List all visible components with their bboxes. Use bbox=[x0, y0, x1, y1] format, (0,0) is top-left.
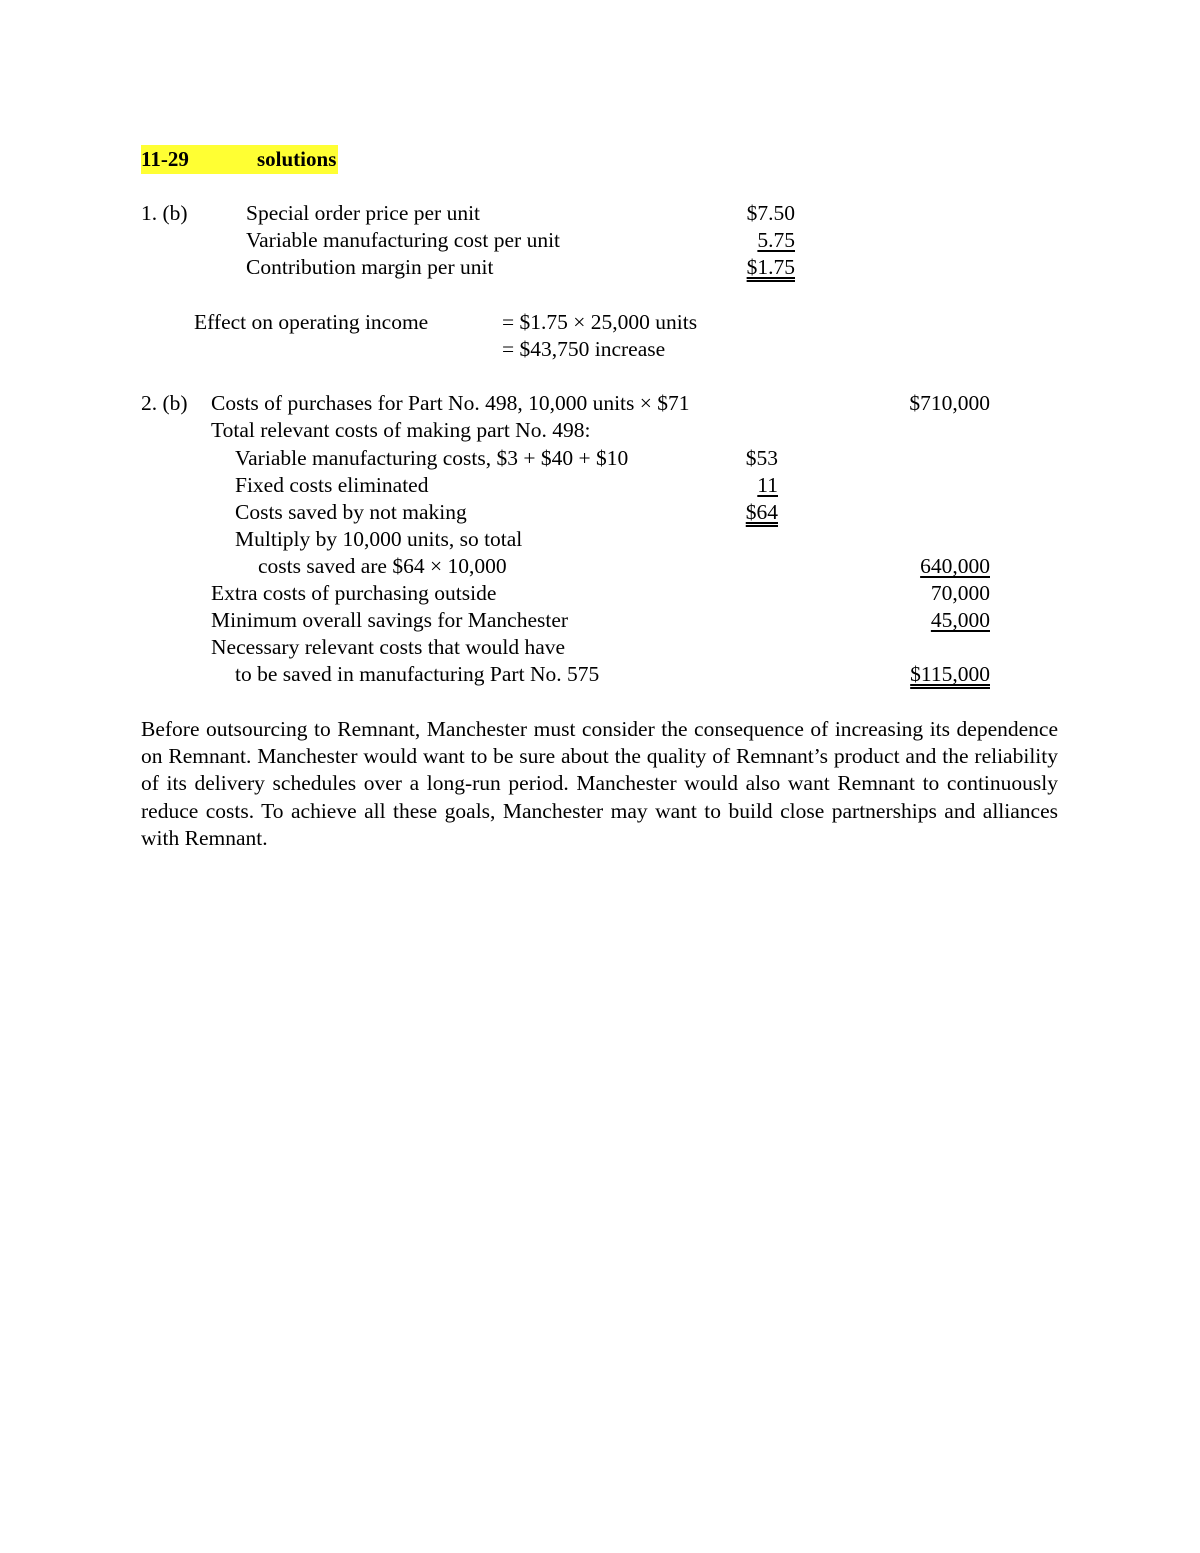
outsourcing-paragraph: Before outsourcing to Remnant, Manchester must consider the consequence of increasing its dependence on Remnant. Manchester would want to be sure about the quality of Remnant’s product and the reliability of its delivery schedules over a long-run period. Manchester would also want Remnant to continuously reduce costs. To achieve all these goals, Manchester may want to build close partnerships and alliances with Remnant. bbox=[141, 717, 1058, 850]
extra-costs-label: Extra costs of purchasing outside bbox=[211, 581, 497, 605]
problem-number: 11-29 bbox=[141, 145, 205, 174]
minimum-savings-number: 45,000 bbox=[930, 608, 990, 632]
variable-manufacturing-value: $53 bbox=[745, 446, 778, 470]
contribution-margin-number: $1.75 bbox=[746, 255, 795, 279]
heading-highlight-spacer bbox=[205, 145, 257, 174]
variable-manufacturing-label: Variable manufacturing costs, $3 + $40 + $10 bbox=[235, 446, 629, 470]
costs-saved-number: $64 bbox=[745, 500, 778, 524]
relevant-costs-heading: Total relevant costs of making part No. 498: bbox=[211, 418, 591, 442]
minimum-savings-value bbox=[880, 607, 990, 634]
extra-costs-value: 70,000 bbox=[930, 581, 990, 605]
purchase-cost-label: Costs of purchases for Part No. 498, 10,000 units × $71 bbox=[211, 391, 690, 415]
multiply-value bbox=[880, 553, 990, 580]
multiply-line-1: Multiply by 10,000 units, so total bbox=[235, 527, 523, 551]
heading-title: solutions bbox=[257, 145, 338, 174]
effect-line-2: = $43,750 increase bbox=[502, 337, 666, 361]
multiply-number: 640,000 bbox=[920, 554, 990, 578]
minimum-savings-label: Minimum overall savings for Manchester bbox=[211, 608, 569, 632]
fixed-costs-label: Fixed costs eliminated bbox=[235, 473, 429, 497]
variable-cost-value bbox=[700, 227, 795, 254]
variable-cost-number: 5.75 bbox=[757, 228, 795, 252]
part1-label: 1. (b) bbox=[141, 201, 188, 225]
contribution-margin-label: Contribution margin per unit bbox=[246, 255, 494, 279]
fixed-costs-value bbox=[720, 472, 778, 499]
necessary-value bbox=[880, 661, 990, 688]
special-order-price-label: Special order price per unit bbox=[246, 201, 481, 225]
effect-label: Effect on operating income bbox=[194, 310, 429, 334]
fixed-costs-number: 11 bbox=[757, 473, 778, 497]
part2-label: 2. (b) bbox=[141, 391, 188, 415]
necessary-number: $115,000 bbox=[910, 662, 990, 686]
contribution-margin-value bbox=[700, 254, 795, 281]
necessary-line-1: Necessary relevant costs that would have bbox=[211, 635, 566, 659]
necessary-line-2: to be saved in manufacturing Part No. 575 bbox=[235, 662, 600, 686]
multiply-line-2: costs saved are $64 × 10,000 bbox=[258, 554, 507, 578]
special-order-price-value: $7.50 bbox=[746, 201, 795, 225]
purchase-cost-value: $710,000 bbox=[909, 391, 990, 415]
costs-saved-value bbox=[720, 499, 778, 526]
costs-saved-label: Costs saved by not making bbox=[235, 500, 467, 524]
effect-line-1: = $1.75 × 25,000 units bbox=[502, 310, 698, 334]
variable-cost-label: Variable manufacturing cost per unit bbox=[246, 228, 561, 252]
